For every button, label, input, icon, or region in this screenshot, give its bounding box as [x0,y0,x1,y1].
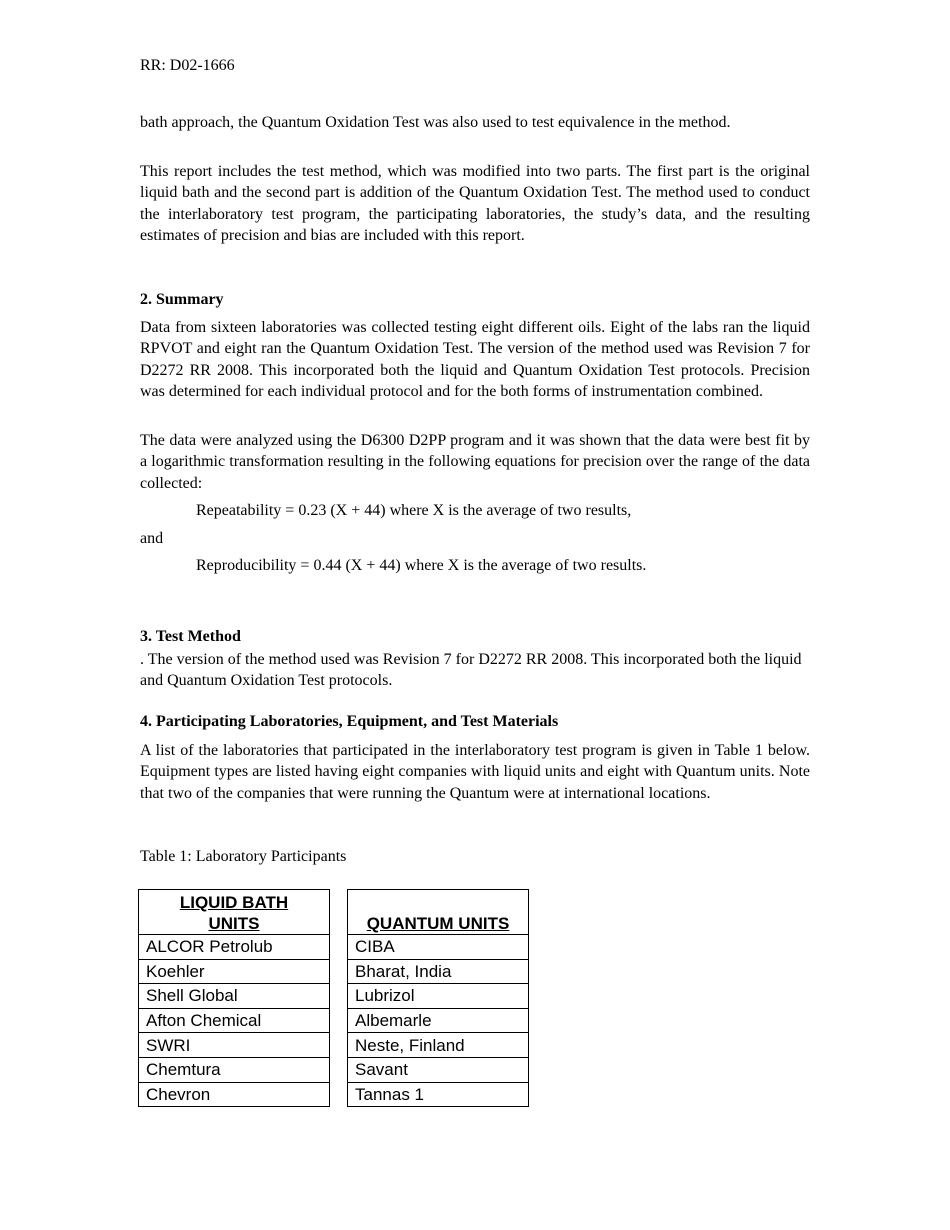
table-cell: Afton Chemical [139,1008,330,1033]
liquid-bath-units-table [138,889,330,1107]
table-cell: Neste, Finland [348,1033,529,1058]
conjunction-text: and [140,530,164,547]
participants-paragraph: A list of the laboratories that participated in the interlaboratory test program is given in Table 1 below. Equipment types are listed having eight companies with liquid units and eight with Quantum units. Note that two of the companies that were running the Quantum were at international locations. [140,742,810,802]
table-cell: Bharat, India [348,959,529,984]
liquid-header-line-1: LIQUID BATH [179,893,289,912]
intro-paragraph-2: This report includes the test method, which was modified into two parts. The first part is the original liquid bath and the second part is addition of the Quantum Oxidation Test. The method used to conduct the interlaboratory test program, the participating laboratories, the study’s data, and the resulting estimates of precision and bias are included with this report. [140,163,810,244]
liquid-bath-units-header [139,890,330,935]
table-cell: Tannas 1 [348,1082,529,1107]
table-caption: Table 1: Laboratory Participants [140,848,347,865]
table-cell: Shell Global [139,984,330,1009]
test-method-heading: 3. Test Method [140,628,241,645]
table-cell: Lubrizol [348,984,529,1009]
repeatability-equation: Repeatability = 0.23 (X + 44) where X is the average of two results, [196,502,632,519]
table-cell: Chemtura [139,1057,330,1082]
liquid-header-line-2: UNITS [208,914,260,933]
quantum-units-header: QUANTUM UNITS [348,890,529,935]
reproducibility-equation: Reproducibility = 0.44 (X + 44) where X is the average of two results. [196,557,647,574]
quantum-units-table [347,889,529,1107]
table-cell: Savant [348,1057,529,1082]
table-cell: SWRI [139,1033,330,1058]
test-method-paragraph: . The version of the method used was Revision 7 for D2272 RR 2008. This incorporated both the liquid and Quantum Oxidation Test protocols. [140,651,802,690]
table-cell: CIBA [348,935,529,960]
intro-paragraph-1: bath approach, the Quantum Oxidation Test was also used to test equivalence in the method. [140,114,731,131]
summary-paragraph-1: Data from sixteen laboratories was collected testing eight different oils. Eight of the labs ran the liquid RPVOT and eight ran the Quantum Oxidation Test. The version of the method used was Revision 7 for D2272 RR 2008. This incorporated both the liquid and Quantum Oxidation Test protocols. Precision was determined for each individual protocol and for the both forms of instrumentation combined. [140,319,810,400]
summary-heading: 2. Summary [140,291,224,308]
table-cell: ALCOR Petrolub [139,935,330,960]
summary-paragraph-2: The data were analyzed using the D6300 D2PP program and it was shown that the data were best fit by a logarithmic transformation resulting in the following equations for precision over the range of the data collected: [140,432,810,492]
table-cell: Koehler [139,959,330,984]
table-cell: Chevron [139,1082,330,1107]
document-id: RR: D02-1666 [140,57,235,74]
table-cell: Albemarle [348,1008,529,1033]
participants-heading: 4. Participating Laboratories, Equipment, and Test Materials [140,713,559,730]
